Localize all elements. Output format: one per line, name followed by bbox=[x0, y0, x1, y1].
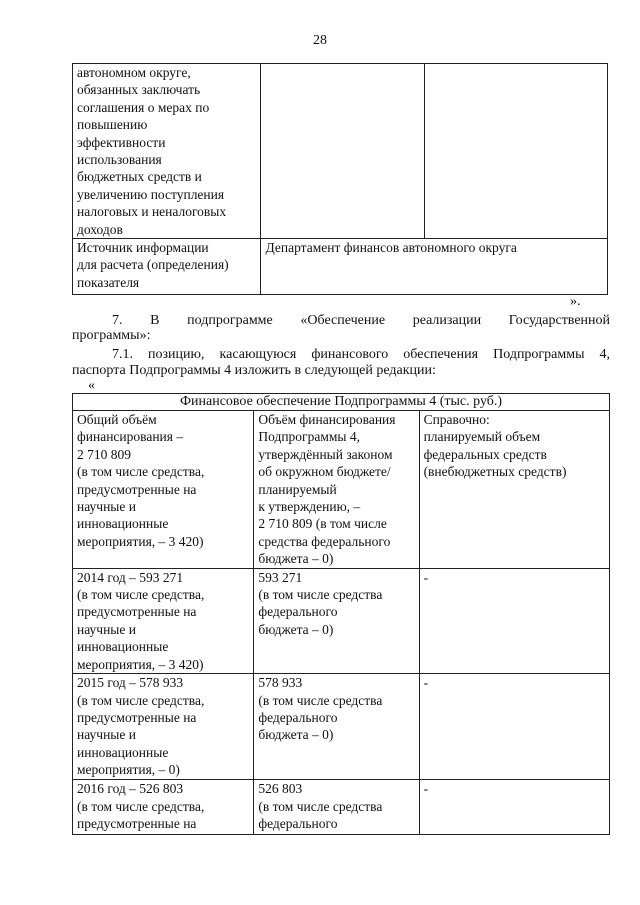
year-2016-total-cell: 2016 год – 526 803 (в том числе средства, предусмотренные на bbox=[73, 780, 254, 835]
year-2014-total-cell: 2014 год – 593 271 (в том числе средства, предусмотренные на научные и инновационные мероприятия, – 3 420) bbox=[73, 568, 254, 673]
total-funding-cell: Общий объём финансирования – 2 710 809 (в том числе средства, предусмотренные на научные и инновационные мероприятия, – 3 420) bbox=[73, 411, 254, 569]
year-2016-budget-cell: 526 803 (в том числе средства федерального bbox=[254, 780, 419, 835]
year-2014-budget-cell: 593 271 (в том числе средства федерального бюджета – 0) bbox=[254, 568, 419, 673]
year-2014-federal-cell: - bbox=[419, 568, 609, 673]
year-2015-federal-cell: - bbox=[419, 674, 609, 780]
subprogram-funding-cell: Объём финансирования Подпрограммы 4, утверждённый законом об окружном бюджете/ планируемый к утверждению, – 2 710 809 (в том числе средства федерального бюджета – 0) bbox=[254, 411, 419, 569]
info-source-value: Департамент финансов автономного округа bbox=[261, 239, 608, 295]
paragraph-7-line2: программы»: bbox=[72, 328, 151, 343]
funding-table-header: Финансовое обеспечение Подпрограммы 4 (тыс. руб.) bbox=[73, 394, 610, 411]
page-number: 28 bbox=[313, 33, 327, 48]
federal-funds-cell: Справочно: планируемый объем федеральных средств (внебюджетных средств) bbox=[419, 411, 609, 569]
indicator-description-cell: автономном округе, обязанных заключать соглашения о мерах по повышению эффективности использования бюджетных средств и увеличению поступления налоговых и неналоговых доходов bbox=[73, 64, 261, 239]
year-2015-total-cell: 2015 год – 578 933 (в том числе средства, предусмотренные на научные и инновационные мероприятия, – 0) bbox=[73, 674, 254, 780]
year-2016-federal-cell: - bbox=[419, 780, 609, 835]
year-2015-budget-cell: 578 933 (в том числе средства федерального бюджета – 0) bbox=[254, 674, 419, 780]
paragraph-7-1-line1: 7.1. позицию, касающуюся финансового обеспечения Подпрограммы 4, bbox=[112, 347, 611, 362]
empty-cell bbox=[424, 64, 607, 239]
funding-table bbox=[72, 393, 610, 835]
closing-quote: ». bbox=[570, 294, 581, 309]
paragraph-7-1-line2: паспорта Подпрограммы 4 изложить в следующей редакции: bbox=[72, 363, 436, 378]
empty-cell bbox=[261, 64, 424, 239]
paragraph-7-line1: 7. В подпрограмме «Обеспечение реализации Государственной bbox=[112, 313, 611, 328]
opening-quote: « bbox=[88, 378, 95, 393]
indicator-table bbox=[72, 63, 608, 295]
info-source-label: Источник информации для расчета (определения) показателя bbox=[73, 239, 261, 295]
